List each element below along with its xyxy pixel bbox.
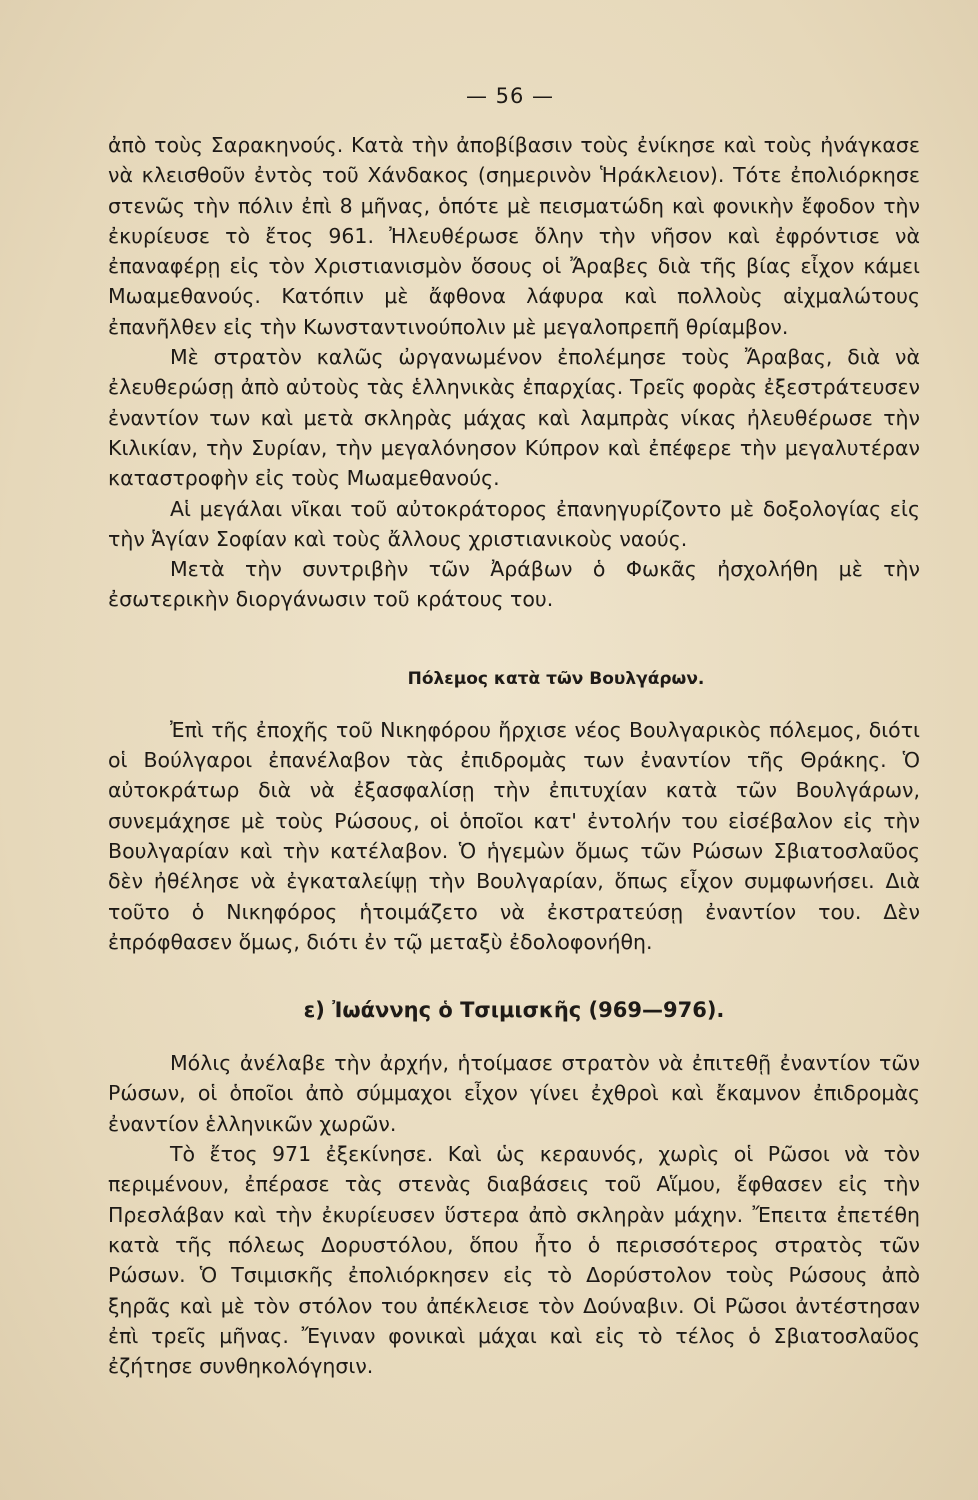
paragraph-conquest-of-crete: ἀπὸ τοὺς Σαρακηνούς. Κατὰ τὴν ἀποβίβασιν τοὺς ἐνίκησε καὶ τοὺς ἠνάγκασε νὰ κλεισθοῦν ἐντὸς τοῦ Χάνδακος (σημερινὸν Ἡράκλειον). Τότε ἐπολιόρκησε στενῶς τὴν πόλιν ἐπὶ 8 μῆνας, ὁπότε μὲ πεισματώδη καὶ φονικὴν ἔφοδον τὴν ἐκυρίευσε τὸ ἔτος 961. Ἠλευθέρωσε ὅλην τὴν νῆσον καὶ ἐφρόντισε νὰ ἐπαναφέρῃ εἰς τὸν Χριστιανισμὸν ὅσους οἱ Ἄραβες διὰ τῆς βίας εἶχον κάμει Μωαμεθανούς. Κατόπιν μὲ ἄφθονα λάφυρα καὶ πολλοὺς αἰχμαλώτους ἐπανῆλθεν εἰς τὴν Κωνσταντινούπολιν μὲ μεγαλοπρεπῆ θρίαμβον.	[108, 133, 920, 339]
paragraph-tzimiskes-prepares: Μόλις ἀνέλαβε τὴν ἀρχήν, ἡτοίμασε στρατὸν νὰ ἐπιτεθῇ ἐναντίον τῶν Ρώσων, οἱ ὁποῖοι ἀπὸ σύμμαχοι εἶχον γίνει ἐχθροὶ καὶ ἔκαμνον ἐπιδρομὰς ἐναντίον ἑλληνικῶν χωρῶν.	[108, 1051, 920, 1136]
paragraph-campaign-971: Τὸ ἔτος 971 ἐξεκίνησε. Καὶ ὡς κεραυνός, χωρὶς οἱ Ρῶσοι νὰ τὸν περιμένουν, ἐπέρασε τὰς στενὰς διαβάσεις τοῦ Αἵμου, ἔφθασεν εἰς τὴν Πρεσλάβαν καὶ τὴν ἐκυρίευσεν ὕστερα ἀπὸ σκληρὰν μάχην. Ἔπειτα ἐπετέθη κατὰ τῆς πόλεως Δορυστόλου, ὅπου ἦτο ὁ περισσότερος στρατὸς τῶν Ρώσων. Ὁ Τσιμισκῆς ἐπολιόρκησεν εἰς τὸ Δορύστολον τοὺς Ρώσους ἀπὸ ξηρᾶς καὶ μὲ τὸν στόλον του ἀπέκλεισε τὸν Δούναβιν. Οἱ Ρῶσοι ἀντέστησαν ἐπὶ τρεῖς μῆνας. Ἔγιναν φονικαὶ μάχαι καὶ εἰς τὸ τέλος ὁ Σβιατοσλαῦος ἐζήτησε συνθηκολόγησιν.	[108, 1142, 920, 1379]
paragraph-war-with-arabs: Μὲ στρατὸν καλῶς ὠργανωμένον ἐπολέμησε τοὺς Ἄραβας, διὰ νὰ ἐλευθερώσῃ ἀπὸ αὐτοὺς τὰς ἑλληνικὰς ἐπαρχίας. Τρεῖς φορὰς ἐξεστράτευσεν ἐναντίον των καὶ μετὰ σκληρὰς μάχας καὶ λαμπρὰς νίκας ἠλευθέρωσε τὴν Κιλικίαν, τὴν Συρίαν, τὴν μεγαλόνησον Κύπρον καὶ ἐπέφερε τὴν μεγαλυτέραν καταστροφὴν εἰς τοὺς Μωαμεθανούς.	[108, 345, 920, 491]
paragraph-bulgarian-war: Ἐπὶ τῆς ἐποχῆς τοῦ Νικηφόρου ἤρχισε νέος Βουλγαρικὸς πόλεμος, διότι οἱ Βούλγαροι ἐπανέλαβον τὰς ἐπιδρομὰς των ἐναντίον τῆς Θράκης. Ὁ αὐτοκράτωρ διὰ νὰ ἐξασφαλίσῃ τὴν ἐπιτυχίαν κατὰ τῶν Βουλγάρων, συνεμάχησε μὲ τοὺς Ρώσους, οἱ ὁποῖοι κατ' ἐντολήν του εἰσέβαλον εἰς τὴν Βουλγαρίαν καὶ τὴν κατέλαβον. Ὁ ἡγεμὼν ὅμως τῶν Ρώσων Σβιατοσλαῦος δὲν ἠθέλησε νὰ ἐγκαταλείψῃ τὴν Βουλγαρίαν, ὅπως εἶχον συμφωνήσει. Διὰ τοῦτο ὁ Νικηφόρος ἡτοιμάζετο νὰ ἐκστρατεύσῃ ἐναντίον του. Δὲν ἐπρόφθασεν ὅμως, διότι ἐν τῷ μεταξὺ ἐδολοφονήθη.	[108, 717, 920, 954]
paragraph-victory-celebrations: Αἱ μεγάλαι νῖκαι τοῦ αὐτοκράτορος ἐπανηγυρίζοντο μὲ δοξολογίας εἰς τὴν Ἁγίαν Σοφίαν καὶ τοὺς ἄλλους χριστιανικοὺς ναούς.	[108, 496, 920, 551]
page-body	[108, 130, 920, 1381]
page-number: — 56 —	[465, 84, 555, 108]
heading-war-against-bulgars: Πόλεμος κατὰ τῶν Βουλγάρων.	[407, 668, 705, 689]
section-title-tzimiskes: ε) Ἰωάννης ὁ Τσιμισκῆς (969—976).	[303, 998, 725, 1023]
paragraph-internal-affairs: Μετὰ τὴν συντριβὴν τῶν Ἀράβων ὁ Φωκᾶς ἠσχολήθη μὲ τὴν ἐσωτερικὴν διοργάνωσιν τοῦ κράτους του.	[108, 557, 920, 612]
